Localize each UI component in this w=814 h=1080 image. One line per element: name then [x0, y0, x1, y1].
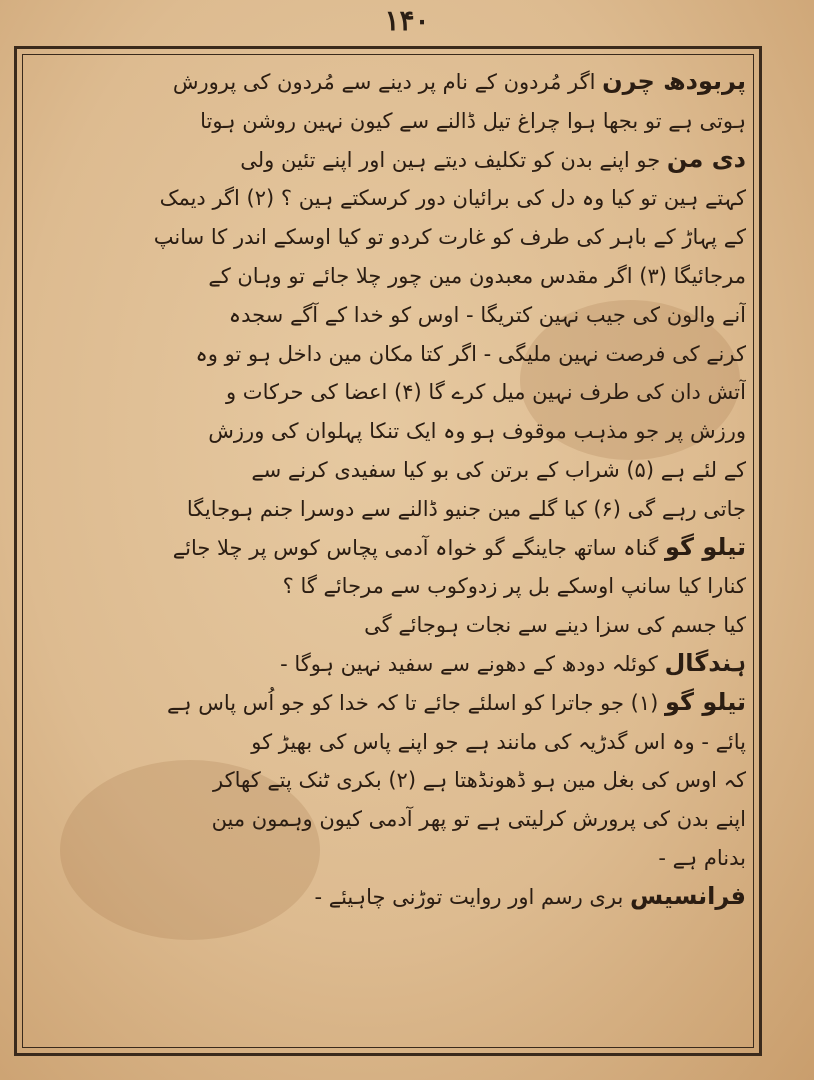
- line-text: بری رسم اور روایت توڑنی چاہیئے -: [314, 884, 630, 909]
- text-line: [30, 683, 746, 722]
- line-text: ہوتی ہے تو بجھا ہوا چراغ تیل ڈالنے سے کیون نہین روشن ہوتا: [200, 108, 746, 133]
- text-line: [30, 450, 746, 489]
- body-text: [30, 62, 746, 1042]
- line-text: اپنے بدن کی پرورش کرلیتی ہے تو پھر آدمی کیون وہمون مین: [211, 807, 746, 832]
- line-text: جو اپنے بدن کو تکلیف دیتے ہین اور اپنے تئین ولی: [240, 147, 667, 172]
- line-text: گناہ ساتھ جاینگے گو خواہ آدمی پچاس کوس پر چلا جائے: [172, 535, 665, 560]
- line-text: کہتے ہین تو کیا وہ دل کی برائیان دور کرسکتے ہین ؟ (۲) اگر دیمک: [159, 186, 746, 211]
- line-text: ورزش پر جو مذہب موقوف ہو وہ ایک تنکا پہلوان کی ورزش: [208, 419, 746, 444]
- text-line: [30, 295, 746, 334]
- line-text: کوئلہ دودھ کے دھونے سے سفید نہین ہوگا -: [280, 651, 665, 676]
- text-line: [30, 799, 746, 838]
- text-line: [30, 760, 746, 799]
- text-line: [30, 877, 746, 916]
- line-text: پائے - وہ اس گدڑیہ کی مانند ہے جو اپنے پاس کی بھیڑ کو: [251, 729, 746, 754]
- text-line: [30, 334, 746, 373]
- text-line: [30, 838, 746, 877]
- line-text: بدنام ہے -: [658, 845, 746, 870]
- speaker-heading: پربودھ چرن: [602, 67, 746, 95]
- text-line: [30, 62, 746, 101]
- line-text: کنارا کیا سانپ اوسکے بل پر زدوکوب سے مرجائے گا ؟: [282, 574, 746, 599]
- line-text: کہ اوس کی بغل مین ہو ڈھونڈھتا ہے (۲) بکری ٹنک پتے کھاکر: [213, 768, 746, 793]
- page-number: ۱۴۰: [384, 4, 430, 37]
- speaker-heading: فرانسیس: [629, 881, 746, 910]
- line-text: جاتی رہے گی (۶) کیا گلے مین جنیو ڈالنے سے دوسرا جنم ہوجایگا: [186, 496, 746, 521]
- text-line: [30, 566, 746, 605]
- line-text: آتش دان کی طرف نہین میل کرے گا (۴) اعضا کی حرکات و: [225, 380, 746, 405]
- line-text: آنے والون کی جیب نہین کتریگا - اوس کو خدا کے آگے سجدہ: [228, 302, 746, 327]
- speaker-heading: تیلو گو: [664, 687, 746, 716]
- text-line: [30, 722, 746, 761]
- line-text: کے لئے ہے (۵) شراب کے برتن کی بو کیا سفیدی کرنے سے: [251, 457, 746, 482]
- line-text: کرنے کی فرصت نہین ملیگی - اگر کتا مکان مین داخل ہو تو وہ: [195, 341, 746, 366]
- line-text: (۱) جو جاترا کو اسلئے جائے تا کہ خدا کو جو اُس پاس ہے: [166, 690, 665, 715]
- text-line: [30, 256, 746, 295]
- speaker-heading: ہندگال: [664, 648, 746, 677]
- text-line: [30, 489, 746, 528]
- text-line: [30, 605, 746, 644]
- text-line: [30, 217, 746, 256]
- text-line: [30, 528, 746, 567]
- speaker-heading: دی من: [666, 144, 746, 173]
- line-text: مرجائیگا (۳) اگر مقدس معبدون مین چور چلا جائے تو وہان کے: [208, 263, 746, 288]
- text-line: [30, 644, 746, 683]
- line-text: اگر مُردون کے نام پر دینے سے مُردون کی پرورش: [172, 70, 603, 94]
- text-line: [30, 178, 746, 217]
- speaker-heading: تیلو گو: [664, 532, 746, 561]
- line-text: کے پہاڑ کے باہر کی طرف کو غارت کردو تو کیا اوسکے اندر کا سانپ: [153, 225, 746, 250]
- text-line: [30, 101, 746, 140]
- text-line: [30, 372, 746, 411]
- line-text: کیا جسم کی سزا دینے سے نجات ہوجائے گی: [364, 613, 746, 638]
- text-line: [30, 411, 746, 450]
- text-line: [30, 140, 746, 179]
